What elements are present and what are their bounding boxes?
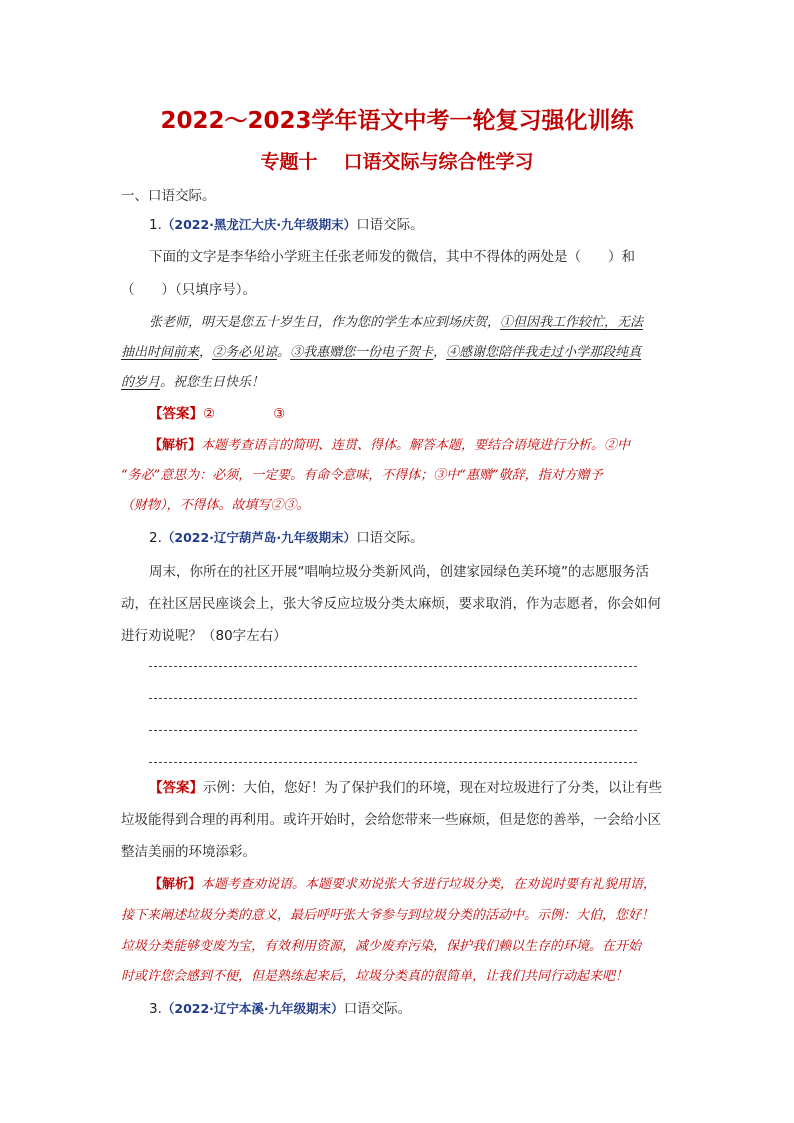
q3-number: 3. bbox=[149, 1001, 162, 1017]
q2-analysis-line3: 垃圾分类能够变废为宝，有效利用资源，减少废弃污染，保护我们赖以生存的环境。在开始 bbox=[121, 939, 642, 954]
q1-msg-text: 。 bbox=[277, 345, 291, 360]
q1-msg-text: ， bbox=[199, 345, 213, 360]
q1-topic: 口语交际。 bbox=[356, 217, 424, 233]
q1-source: （2022·黑龙江大庆·九年级期末） bbox=[161, 217, 357, 232]
q1-msg-underlined: ①但因我工作较忙，无法 bbox=[500, 315, 644, 330]
q1-msg-text: 。祝您生日快乐！ bbox=[160, 375, 265, 390]
q2-answer-text: 示例：大伯，您好！为了保护我们的环境，现在对垃圾进行了分类，以让有些 bbox=[203, 780, 662, 796]
doc-subtitle bbox=[0, 147, 794, 174]
q1-msg-text: ， bbox=[433, 345, 447, 360]
q2-number: 2. bbox=[149, 530, 162, 546]
answer-blank-line bbox=[149, 666, 637, 667]
section-heading: 一、口语交际。 bbox=[121, 188, 216, 204]
q2-answer-line2: 垃圾能得到合理的再利用。或许开始时，会给您带来一些麻烦，但是您的善举，一会给小区 bbox=[121, 812, 661, 828]
q1-analysis-line2: “务必”意思为：必须，一定要。有命令意味，不得体；③中“惠赠”敬辞，指对方赠予 bbox=[121, 468, 603, 483]
q1-number: 1. bbox=[149, 217, 162, 233]
q1-answer-second: ③ bbox=[273, 406, 286, 422]
q1-msg-underlined: 的岁月 bbox=[121, 375, 161, 390]
q1-stem-line1: 下面的文字是李华给小学班主任张老师发的微信，其中不得体的两处是（ ）和 bbox=[149, 249, 635, 265]
q3-source: （2022·辽宁本溪·九年级期末） bbox=[161, 1001, 344, 1016]
q1-message-line3 bbox=[121, 372, 681, 394]
q1-header bbox=[149, 214, 709, 236]
q2-stem-line1: 周末，你所在的社区开展“唱响垃圾分类新风尚，创建家园绿色美环境”的志愿服务活 bbox=[149, 564, 649, 580]
q3-topic: 口语交际。 bbox=[343, 1001, 412, 1017]
answer-tag: 【答案】 bbox=[149, 406, 203, 422]
answer-blank-line bbox=[149, 698, 637, 699]
q2-topic: 口语交际。 bbox=[356, 530, 424, 546]
q1-msg-underlined: ②务必见谅 bbox=[212, 345, 278, 360]
q2-analysis-line4: 时或许您会感到不便，但是熟练起来后，垃圾分类真的很简单，让我们共同行动起来吧！ bbox=[121, 969, 629, 984]
answer-blank-line bbox=[149, 762, 637, 763]
q1-msg-text: 张老师，明天是您五十岁生日，作为您的学生本应到场庆贺， bbox=[149, 315, 501, 330]
q1-analysis-line1 bbox=[149, 435, 709, 457]
q1-message-line2 bbox=[121, 342, 681, 364]
subtitle-topic-name: 口语交际与综合性学习 bbox=[343, 151, 534, 173]
q1-msg-underlined: ③我惠赠您一份电子贺卡 bbox=[290, 345, 434, 360]
subtitle-topic-number: 专题十 bbox=[260, 151, 318, 173]
q2-analysis-line1 bbox=[149, 874, 709, 896]
q1-analysis-text: 本题考查语言的简明、连贯、得体。解答本题，要结合语境进行分析。②中 bbox=[201, 438, 631, 453]
analysis-tag: 【解析】 bbox=[149, 438, 202, 453]
q1-analysis-line3: （财物），不得体。故填写②③。 bbox=[121, 498, 310, 513]
analysis-tag: 【解析】 bbox=[149, 877, 202, 892]
doc-title: 2022～2023学年语文中考一轮复习强化训练 bbox=[160, 108, 634, 134]
q1-answer-first: ② bbox=[203, 406, 216, 422]
q1-msg-underlined: 抽出时间前来 bbox=[121, 345, 200, 360]
q3-header bbox=[149, 998, 709, 1020]
q2-stem-line2: 动，在社区居民座谈会上，张大爷反应垃圾分类太麻烦，要求取消，作为志愿者，你会如何 bbox=[121, 596, 661, 612]
q2-analysis-text: 本题考查劝说语。本题要求劝说张大爷进行垃圾分类，在劝说时要有礼貌用语， bbox=[201, 877, 657, 892]
q1-answer bbox=[149, 403, 709, 425]
q2-stem-line3: 进行劝说呢？（80字左右） bbox=[121, 628, 287, 644]
q2-answer-line1 bbox=[149, 777, 709, 799]
answer-blank-line bbox=[149, 730, 637, 731]
answer-tag: 【答案】 bbox=[149, 780, 203, 796]
q2-header bbox=[149, 527, 709, 549]
q2-analysis-line2: 接下来阐述垃圾分类的意义，最后呼吁张大爷参与到垃圾分类的活动中。示例：大伯，您好！ bbox=[121, 908, 655, 923]
q1-msg-underlined: ④感谢您陪伴我走过小学那段纯真 bbox=[446, 345, 642, 360]
q1-message-line1 bbox=[149, 312, 709, 334]
q2-source: （2022·辽宁葫芦岛·九年级期末） bbox=[161, 530, 357, 545]
q1-stem-line2: （ ）（只填序号）。 bbox=[121, 282, 256, 298]
q2-answer-line3: 整洁美丽的环境添彩。 bbox=[121, 844, 256, 860]
